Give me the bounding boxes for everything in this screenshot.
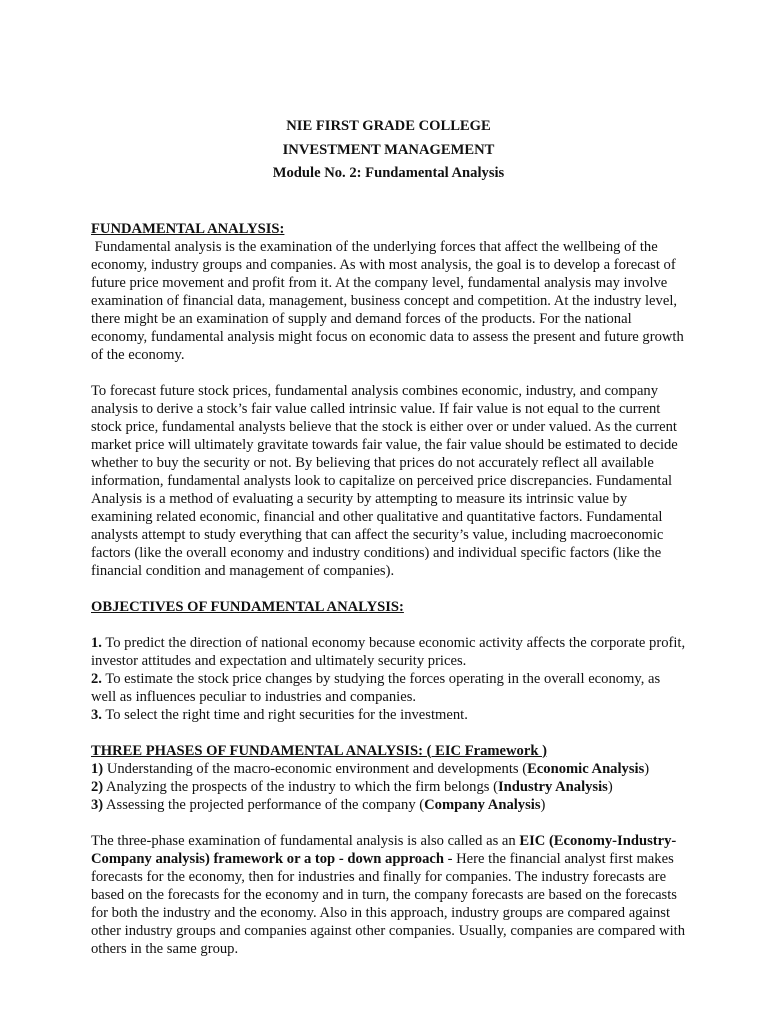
phase-number: 2) xyxy=(91,778,104,795)
paragraph-forecast: To forecast future stock prices, fundamental analysis combines economic, industry, and company analysis to derive a stock’s fair value called intrinsic value. If fair value is not equal to the current stock price, fundamental analysts believe that the stock is either over or under valued. As the current market price will ultimately gravitate towards fair value, the fair value should be estimated to decide whether to buy the security or not. By believing that prices do not accurately reflect all available information, fundamental analysts look to capitalize on perceived price discrepancies. Fundamental Analysis is a method of evaluating a security by attempting to measure its intrinsic value by examining related economic, financial and other qualitative and quantitative factors. Fundamental analysts attempt to study everything that can affect the security’s value, including macroeconomic factors (like the overall economy and industry conditions) and individual specific factors (like the financial condition and management of companies). xyxy=(91,382,678,579)
section-title-fundamental-analysis: FUNDAMENTAL ANALYSIS: xyxy=(91,220,285,237)
phase-item xyxy=(91,760,686,778)
phase-item xyxy=(91,796,686,814)
paragraph-eic-framework xyxy=(91,832,686,958)
phase-text: Analyzing the prospects of the industry to which the firm belongs ( xyxy=(103,778,498,795)
section-title-three-phases: THREE PHASES OF FUNDAMENTAL ANALYSIS: ( EIC Framework ) xyxy=(91,742,547,759)
phase-close: ) xyxy=(644,760,650,777)
paragraph-definition: Fundamental analysis is the examination of the underlying forces that affect the wellbeing of the economy, industry groups and companies. As with most analysis, the goal is to develop a forecast of future price movement and profit from it. At the company level, fundamental analysis may involve examination of financial data, management, business concept and competition. At the industry level, there might be an examination of supply and demand forces of the products. For the national economy, fundamental analysis might focus on economic data to assess the present and future growth of the economy. xyxy=(91,238,688,363)
eic-bold-term: EIC (Economy-Industry-Company analysis) framework or a top - down approach xyxy=(91,832,677,867)
phase-item xyxy=(91,778,686,796)
objective-text: To estimate the stock price changes by studying the forces operating in the overall economy, as well as influences peculiar to industries and companies. xyxy=(91,670,661,705)
objective-item xyxy=(91,670,686,706)
objective-text: To select the right time and right securities for the investment. xyxy=(101,706,468,723)
phase-name: Economic Analysis xyxy=(527,760,645,777)
phase-name: Company Analysis xyxy=(424,796,541,813)
phase-number: 1) xyxy=(91,760,104,777)
phase-text: Assessing the projected performance of the company ( xyxy=(103,796,425,813)
phase-close: ) xyxy=(540,796,546,813)
phase-number: 3) xyxy=(91,796,104,813)
phase-close: ) xyxy=(607,778,613,795)
objective-number: 1. xyxy=(91,634,102,651)
section-title-objectives: OBJECTIVES OF FUNDAMENTAL ANALYSIS: xyxy=(91,598,404,615)
objective-item xyxy=(91,706,686,724)
objective-number: 3. xyxy=(91,706,102,723)
objective-item xyxy=(91,634,686,670)
objective-number: 2. xyxy=(91,670,102,687)
phase-text: Understanding of the macro-economic environment and developments ( xyxy=(103,760,528,777)
subject-title: INVESTMENT MANAGEMENT xyxy=(282,141,495,158)
eic-intro: The three-phase examination of fundamental analysis is also called as an xyxy=(91,832,520,849)
eic-rest: - Here the financial analyst first makes forecasts for the economy, then for industries and finally for companies. The industry forecasts are based on the forecasts for the economy and in turn, the company forecasts are based on the forecasts for both the industry and the economy. Also in this approach, industry groups are compared against other industry groups and companies against other companies. Usually, companies are compared with others in the same group. xyxy=(91,850,685,957)
objective-text: To predict the direction of national economy because economic activity affects the corporate profit, investor attitudes and expectation and ultimately security prices. xyxy=(91,634,686,669)
college-name: NIE FIRST GRADE COLLEGE xyxy=(286,118,491,134)
module-title: Module No. 2: Fundamental Analysis xyxy=(272,165,505,181)
document-page xyxy=(91,115,686,958)
document-header xyxy=(91,115,686,186)
phase-name: Industry Analysis xyxy=(497,778,608,795)
